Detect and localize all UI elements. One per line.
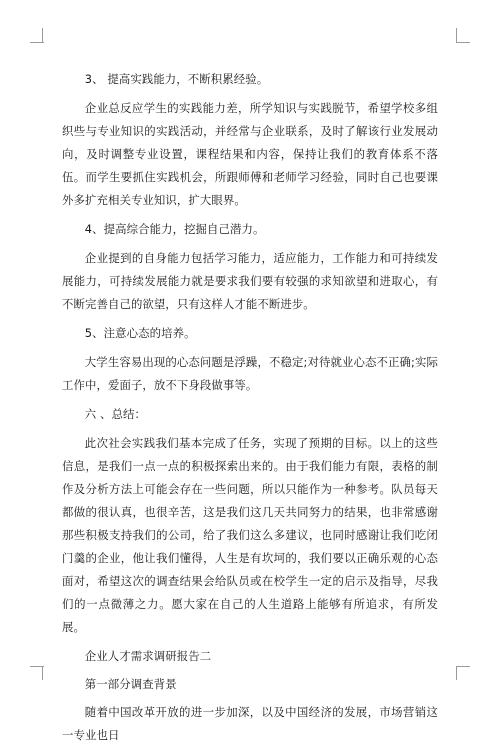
section-heading-practice: 3、 提高实践能力，不断积累经验。	[84, 72, 269, 86]
section-heading-ability: 4、提高综合能力，挖掘自己潜力。	[84, 222, 265, 236]
paragraph-summary: 此次社会实践我们基本完成了任务，实现了预期的目标。以上的这些信息，是我们一点一点的积极探索出来的。由于我们能力有限，表格的制作及分析方法上可能会存在一些问题，所以只能作为一种参考。队员每天都做的很认真，也很辛苦，这是我们这几天共同努力的结果，也非常感谢那些积极支持我们的公司，给了我们这么多建议，也同时感谢让我们吃闭门羹的企业，他让我们懂得，人生是有坎坷的，我们要以正确乐观的心态面对，希望这次的调查结果会给队员或在校学生一定的启示及指导，尽我们的一点微薄之力。愿大家在自己的人生道路上能够有所追求，有所发展。	[62, 436, 438, 634]
report-title: 企业人才需求调研报告二	[84, 649, 212, 663]
paragraph-practice: 企业总反应学生的实践能力差，所学知识与实践脱节，希望学校多组织些与专业知识的实践活动，并经常与企业联系，及时了解该行业发展动向，及时调整专业设置，课程结果和内容，保持让我们的教育体系不落伍。而学生要抓住实践机会，所跟师傅和老师学习经验，同时自己也要课外多扩充相关专业知识，扩大眼界。	[62, 101, 438, 207]
part-heading: 第一部分调查背景	[84, 677, 177, 691]
paragraph-mindset: 大学生容易出现的心态问题是浮躁，不稳定;对待就业心态不正确;实际工作中，爱面子，放不下身段做事等。	[62, 355, 438, 392]
document-body	[62, 68, 438, 753]
paragraph-background: 随着中国改革开放的进一步加深，以及中国经济的发展，市场营销这一专业也日	[62, 705, 438, 742]
section-heading-mindset: 5、注意心态的培养。	[84, 326, 196, 340]
section-heading-summary: 六 、总结：	[84, 407, 146, 421]
paragraph-ability: 企业提到的自身能力包括学习能力，适应能力，工作能力和可持续发展能力，可持续发展能力就是要求我们要有较强的求知欲望和进取心，有不断完善自己的欲望，只有这样人才能不断进步。	[62, 251, 438, 311]
